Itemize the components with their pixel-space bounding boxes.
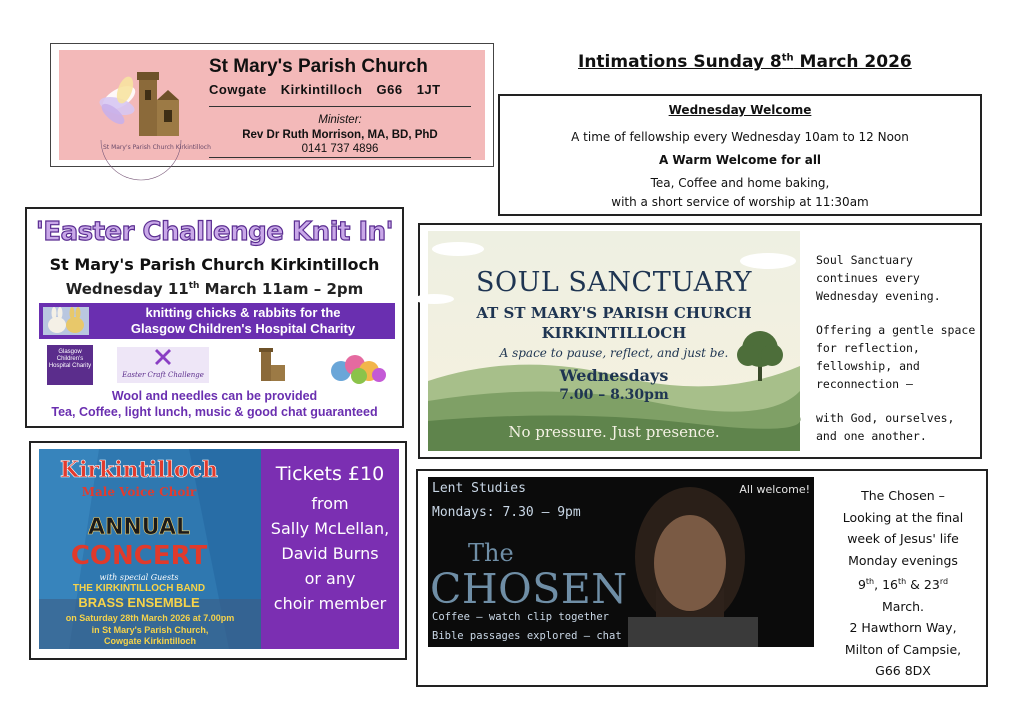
hospital-charity-logo: Glasgow Children's Hospital Charity (47, 345, 93, 385)
tickets-line: from (311, 494, 349, 513)
knit-in-tea-line: Tea, Coffee, light lunch, music & good chat guaranteed (51, 405, 378, 419)
knit-in-date-day: Wednesday 11 (65, 280, 189, 298)
concert-date: on Saturday 28th March 2026 at 7.00pm (65, 613, 235, 623)
wednesday-welcome-line: A time of fellowship every Wednesday 10am to 12 Noon (571, 130, 909, 144)
chosen-address-line: 2 Hawthorn Way, (849, 620, 957, 636)
chosen-dates (822, 571, 984, 596)
wool-balls-icon (329, 347, 387, 385)
soul-description-line: for reflection, (816, 341, 920, 355)
knit-in-wool-line: Wool and needles can be provided (111, 389, 318, 403)
concert-poster-box (29, 441, 407, 660)
church-name: St Mary's Parish Church (209, 56, 428, 77)
divider (209, 157, 471, 158)
soul-description-line: Offering a gentle space (816, 323, 976, 337)
minister-label: Minister: (318, 114, 362, 126)
knit-in-logo-row (47, 345, 387, 387)
choir-subtitle: Male Voice Choir (81, 485, 197, 499)
guest-band: THE KIRKINTILLOCH BAND (72, 583, 206, 594)
knit-in-date-time: March 11am – 2pm (199, 280, 364, 298)
soul-sanctuary-subtitle: AT ST MARY'S PARISH CHURCH (476, 304, 752, 322)
all-welcome-label: All welcome! (739, 483, 810, 496)
tickets-panel (261, 449, 399, 649)
chosen-date: , 16 (874, 577, 898, 593)
concert-venue: Cowgate Kirkintilloch (103, 636, 196, 646)
chosen-address-line: Milton of Campsie, (844, 641, 962, 657)
wednesday-welcome-line: A Warm Welcome for all (658, 153, 822, 167)
soul-sanctuary-description (816, 251, 976, 445)
lent-studies-label: Lent Studies (432, 481, 526, 496)
logo-caption: St Mary's Parish Church Kirkintilloch (103, 144, 211, 151)
soul-sanctuary-box (418, 223, 982, 459)
chosen-date-sup: th (897, 577, 907, 586)
tickets-line: David Burns (281, 544, 379, 563)
knit-in-poster (25, 207, 404, 428)
soul-description-line: reconnection — (816, 377, 913, 391)
wednesday-welcome-line: with a short service of worship at 11:30am (611, 195, 869, 209)
mondays-time: Mondays: 7.30 – 9pm (432, 505, 581, 520)
tickets-price: Tickets £10 (275, 463, 385, 485)
soul-sanctuary-tagline: A space to pause, reflect, and just be. (499, 346, 729, 360)
knitted-rabbits-photo (43, 307, 89, 335)
soul-sanctuary-subtitle: KIRKINTILLOCH (541, 324, 687, 342)
concert-venue: in St Mary's Parish Church, (91, 625, 209, 635)
easter-craft-caption: Easter Craft Challenge (122, 371, 204, 379)
soul-sanctuary-time: 7.00 – 8.30pm (559, 387, 669, 403)
wednesday-welcome-title: Wednesday Welcome (668, 103, 812, 117)
church-header-banner (59, 50, 485, 160)
intimations-title-sup: th (781, 52, 794, 64)
minister-name: Rev Dr Ruth Morrison, MA, BD, PhD (242, 129, 438, 141)
church-logo (89, 56, 211, 154)
church-photo-icon (245, 345, 289, 385)
church-phone: 0141 737 4896 (301, 143, 379, 155)
chosen-description-line: Looking at the final (842, 509, 964, 525)
divider (209, 106, 471, 107)
chosen-bible-line: Bible passages explored – chat (432, 630, 622, 642)
soul-sanctuary-footer: No pressure. Just presence. (508, 423, 720, 441)
soul-description-line: with God, ourselves, (816, 411, 955, 425)
knit-in-band-line: Glasgow Children's Hospital Charity (130, 321, 356, 336)
chosen-title: CHOSEN (430, 565, 628, 613)
chosen-address-line: G66 8DX (875, 663, 931, 679)
tickets-line: choir member (273, 594, 387, 613)
flower-petals-icon (98, 74, 140, 127)
chosen-date: & 23 (906, 577, 940, 593)
chosen-description-line: Monday evenings (848, 552, 958, 568)
special-guests-label: with special Guests (99, 573, 179, 582)
church-header-card (50, 43, 494, 167)
knit-in-subtitle: St Mary's Parish Church Kirkintilloch (49, 255, 380, 274)
wednesday-welcome-box (498, 94, 982, 216)
guest-band: BRASS ENSEMBLE (78, 595, 200, 610)
cross-icon (117, 347, 209, 367)
chosen-the: The (468, 539, 514, 567)
church-tower-icon (137, 72, 179, 136)
chosen-box (416, 469, 988, 687)
chosen-date-sup: rd (939, 577, 949, 586)
tickets-line: Sally McLellan, (270, 519, 390, 538)
concert-label: CONCERT (70, 541, 208, 571)
chosen-coffee-line: Coffee – watch clip together (432, 611, 610, 623)
soul-description-line: Soul Sanctuary (816, 253, 913, 267)
soul-description-line: and one another. (816, 429, 927, 443)
chosen-description-line: The Chosen – (861, 488, 945, 503)
wednesday-welcome-line: Tea, Coffee and home baking, (650, 176, 830, 190)
choir-name: Kirkintilloch (60, 457, 218, 483)
intimations-title (578, 52, 912, 72)
soul-sanctuary-title: SOUL SANCTUARY (476, 267, 752, 298)
chosen-date: 9 (857, 577, 866, 593)
knit-in-date (27, 280, 402, 298)
knit-in-purple-band (39, 303, 395, 339)
chosen-date-sup: th (865, 577, 875, 586)
soul-sanctuary-banner (428, 231, 800, 451)
soul-description-line: Wednesday evening. (816, 289, 941, 303)
tickets-line: or any (304, 569, 356, 588)
soul-sanctuary-day: Wednesdays (559, 366, 669, 385)
easter-craft-logo (117, 347, 209, 383)
spacer (816, 393, 976, 409)
intimations-title-date: March 2026 (793, 52, 912, 72)
soul-description-line: continues every (816, 271, 920, 285)
chosen-description (822, 485, 984, 682)
soul-description-line: fellowship, and (816, 359, 920, 373)
chosen-description-line: week of Jesus' life (847, 531, 959, 546)
concert-poster (39, 449, 261, 649)
knit-in-date-sup: th (188, 281, 200, 291)
spacer (816, 305, 976, 321)
knit-in-band-line: knitting chicks & rabbits for the (145, 305, 341, 320)
chosen-description-line: March. (881, 598, 925, 614)
chosen-banner (428, 477, 814, 647)
church-address: Cowgate Kirkintilloch G66 1JT (209, 82, 441, 97)
intimations-title-text: Intimations Sunday 8 (578, 52, 782, 72)
knit-in-title: 'Easter Challenge Knit In' (35, 217, 394, 247)
annual-label: ANNUAL (87, 515, 191, 540)
